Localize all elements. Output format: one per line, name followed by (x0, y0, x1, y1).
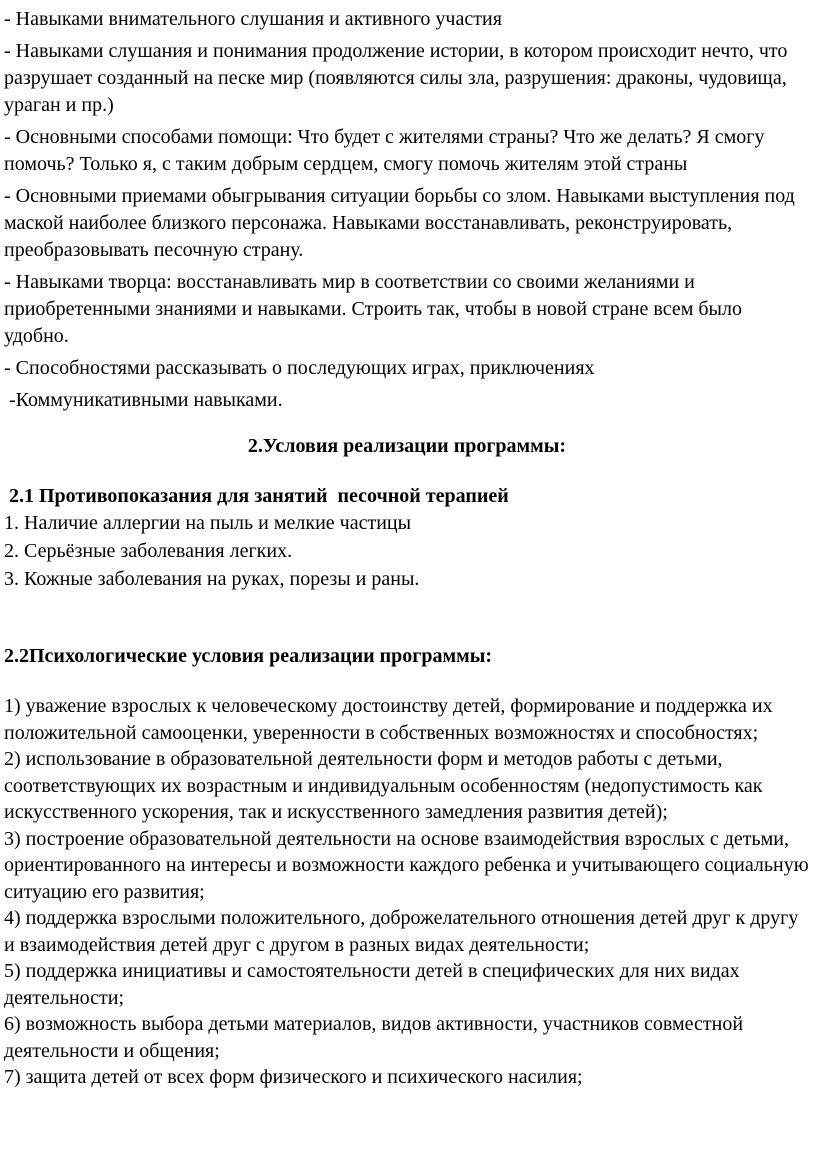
skills-paragraph-4: - Основными приемами обыгрывания ситуации борьбы со злом. Навыками выступления под маской наиболее близкого персонажа. Навыками восстанавливать, реконструировать, преобразовывать песочную страну. (4, 185, 800, 261)
psych-condition-1: 1) уважение взрослых к человеческому достоинству детей, формирование и поддержка их положительной самооценки, уверенности в собственных возможностях и способностях; (4, 695, 778, 744)
skills-paragraph-3: - Основными способами помощи: Что будет с жителями страны? Что же делать? Я смогу помочь? Только я, с таким добрым сердцем, смогу помочь жителям этой страны (4, 126, 770, 175)
skills-paragraph-7: -Коммуникативными навыками. (4, 389, 283, 411)
skills-paragraph-6: - Способностями рассказывать о последующих играх, приключениях (4, 357, 595, 379)
contraindication-item-3: 3. Кожные заболевания на руках, порезы и раны. (4, 568, 420, 590)
skills-paragraph-5: - Навыками творца: восстанавливать мир в соответствии со своими желаниями и приобретенными знаниями и навыками. Строить так, чтобы в новой стране всем было удобно. (4, 271, 747, 347)
skills-paragraph-1: - Навыками внимательного слушания и активного участия (4, 8, 502, 30)
contraindication-item-2: 2. Серьёзные заболевания легких. (4, 540, 293, 562)
subsection-2-1-title: 2.1 Противопоказания для занятий песочной терапией (4, 485, 509, 507)
conditions-section-heading: 2.Условия реализации программы: (247, 435, 567, 457)
contraindication-item-1: 1. Наличие аллергии на пыль и мелкие частицы (4, 512, 412, 534)
psych-condition-7: 7) защита детей от всех форм физического и психического насилия; (4, 1066, 583, 1088)
psych-condition-5: 5) поддержка инициативы и самостоятельности детей в специфических для них видах деятельности; (4, 960, 745, 1009)
psych-condition-6: 6) возможность выбора детьми материалов, видов активности, участников совместной деятельности и общения; (4, 1013, 749, 1062)
psych-condition-2: 2) использование в образовательной деятельности форм и методов работы с детьми, соответствующих их возрастным и индивидуальным особенностям (недопустимость как искусственного ускорения, так и искусственного замедления развития детей); (4, 748, 768, 823)
psych-condition-4: 4) поддержка взрослыми положительного, доброжелательного отношения детей друг к другу и взаимодействия детей друг с другом в разных видах деятельности; (4, 907, 804, 956)
skills-paragraph-2: - Навыками слушания и понимания продолжение истории, в котором происходит нечто, что разрушает созданный на песке мир (появляются силы зла, разрушения: драконы, чудовища, ураган и пр.) (4, 40, 793, 116)
psych-condition-3: 3) построение образовательной деятельности на основе взаимодействия взрослых с детьми, ориентированного на интересы и возможности каждого ребенка и учитывающего социальную ситуацию его развития; (4, 827, 814, 903)
subsection-2-2-title: 2.2Психологические условия реализации программы: (4, 645, 492, 667)
